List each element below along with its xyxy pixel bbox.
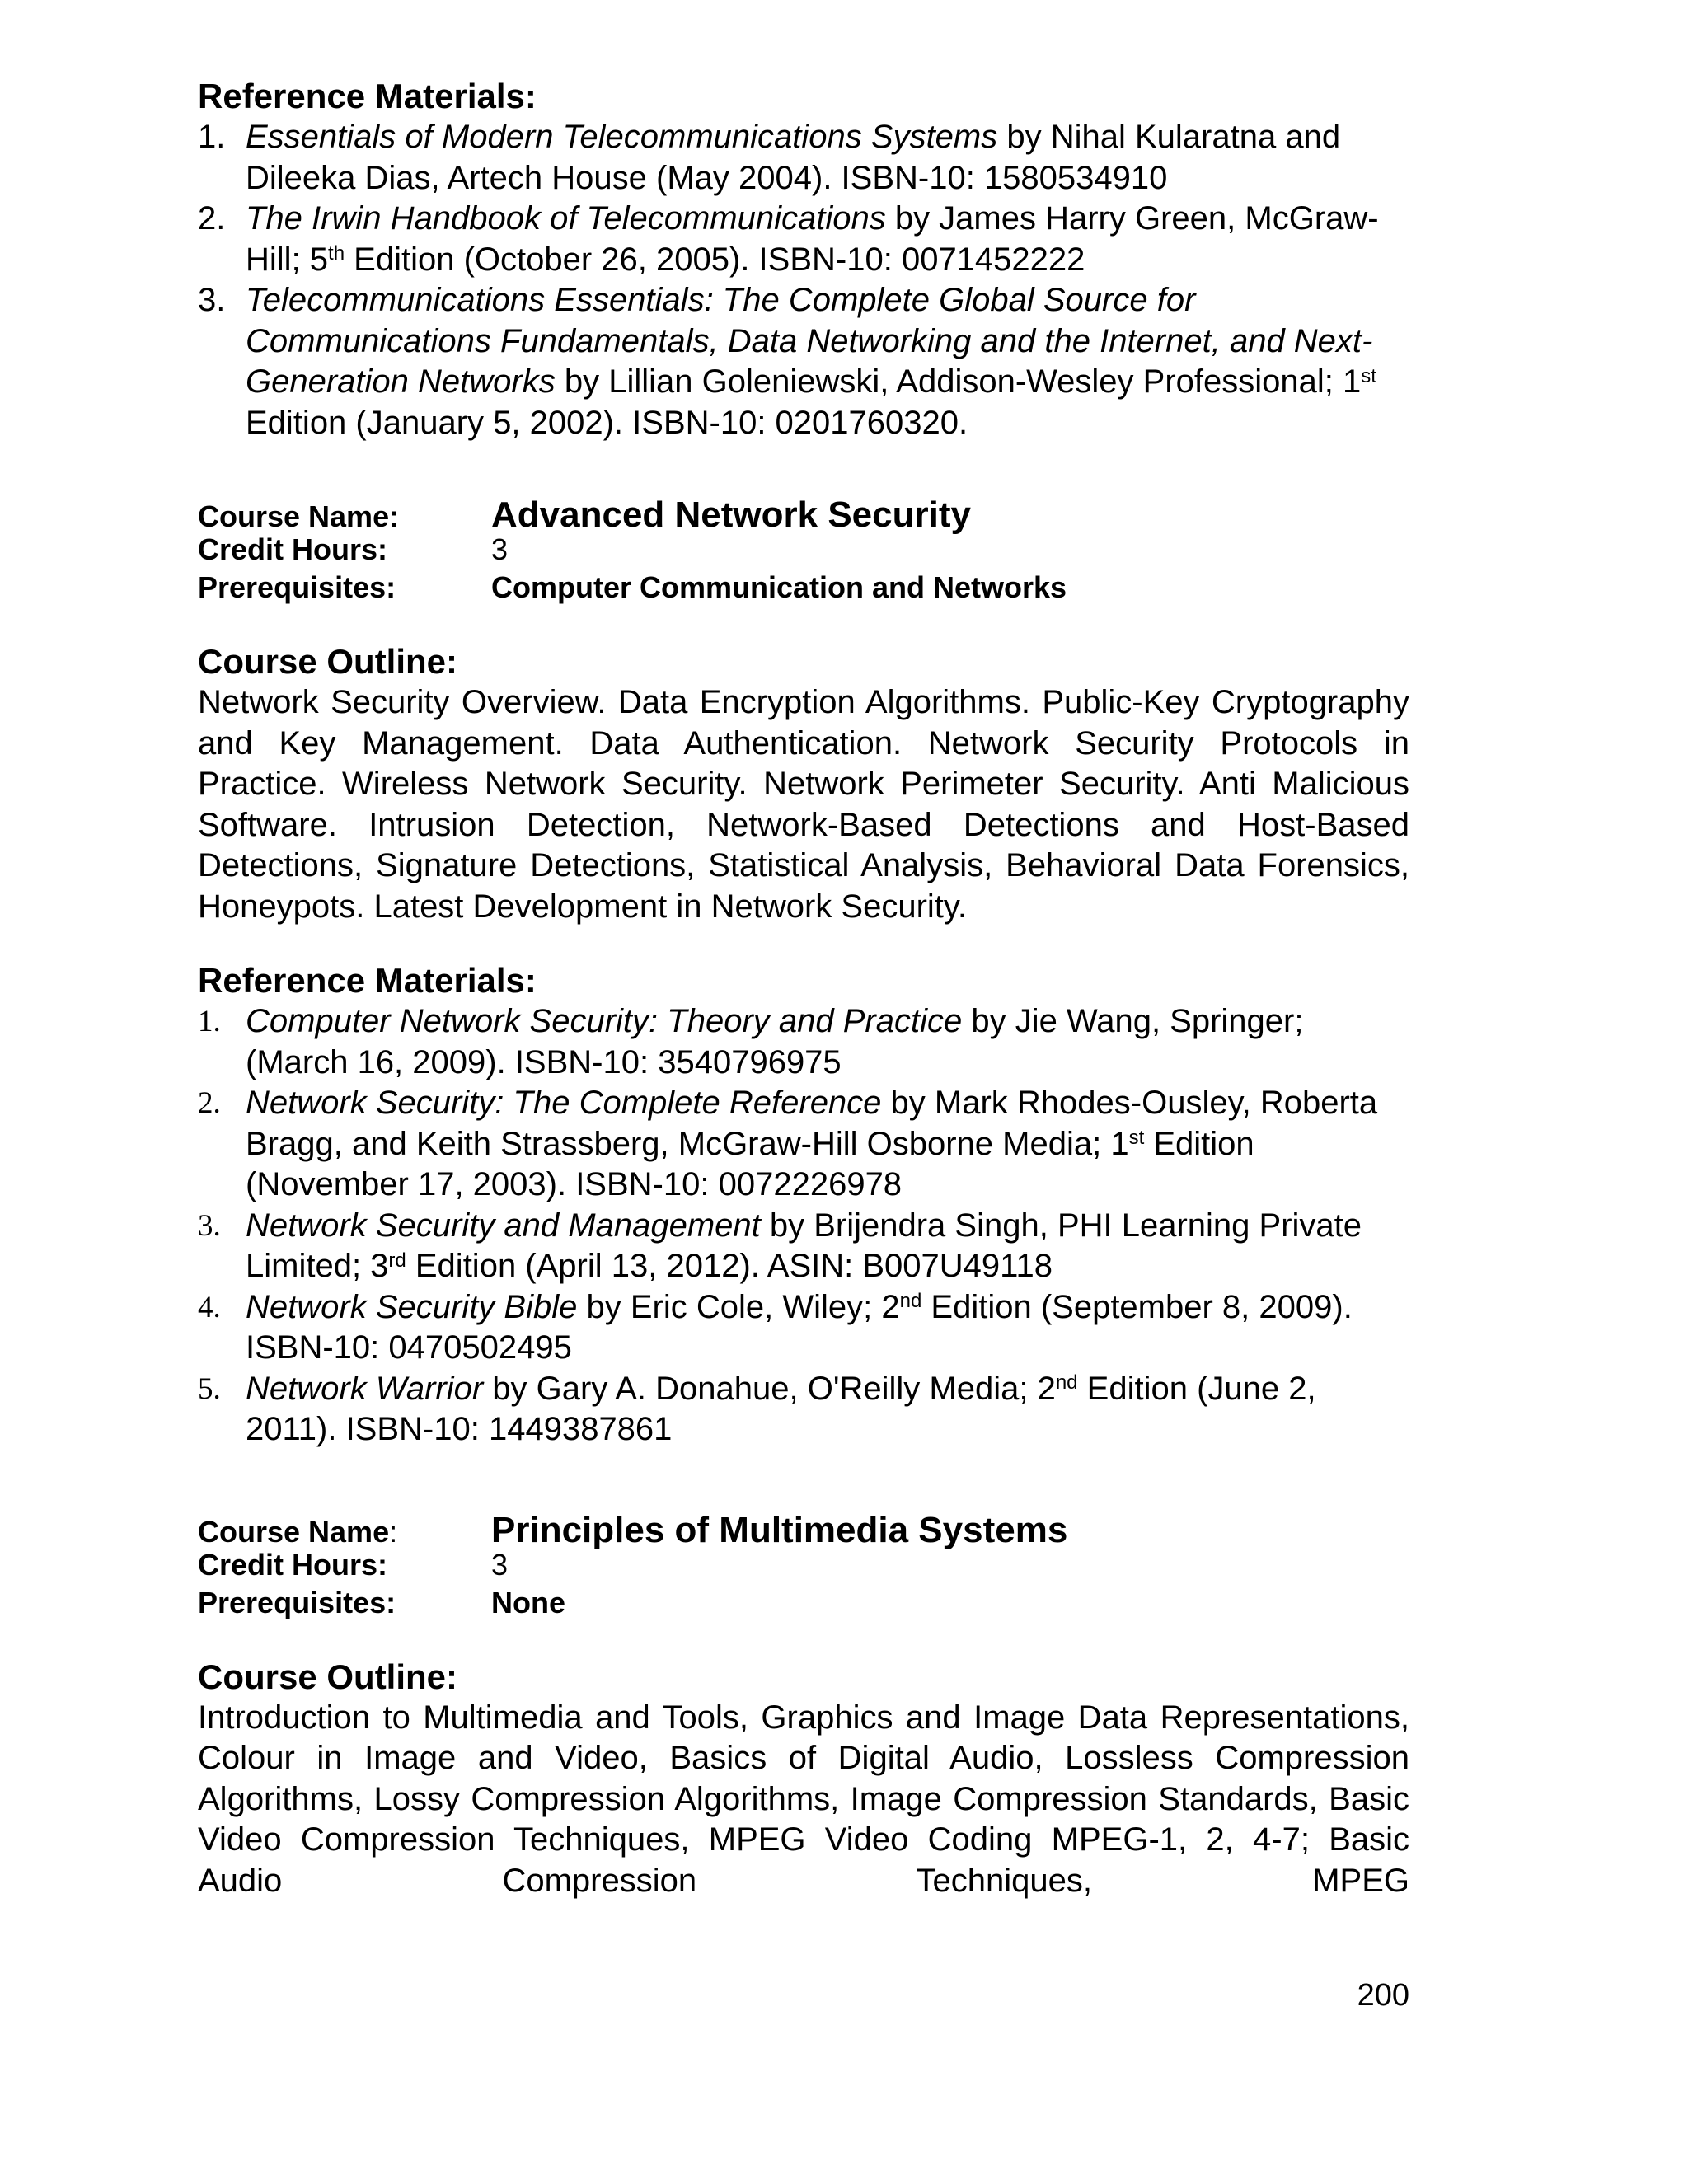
course-outline-heading: Course Outline:	[198, 642, 458, 681]
list-item: 4. Network Security Bible by Eric Cole, Wiley; 2nd Edition (September 8, 2009). ISBN-10: 0470502495	[198, 1288, 1353, 1366]
list-item: 2. The Irwin Handbook of Telecommunications by James Harry Green, McGraw-Hill; 5th Edition (October 26, 2005). ISBN-10: 0071452222	[198, 200, 1379, 278]
list-item: 3. Telecommunications Essentials: The Complete Global Source for Communications Fundamentals, Data Networking and the Internet, and Next-Generation Networks by Lillian Goleniewski, Addison-Wesley Professional; 1st Edition (January 5, 2002). ISBN-10: 0201760320.	[198, 282, 1376, 441]
prerequisites-row: Prerequisites: None	[198, 1585, 565, 1619]
course-outline-heading: Course Outline:	[198, 1657, 458, 1696]
list-item: 2. Network Security: The Complete Reference by Mark Rhodes-Ousley, Roberta Bragg, and Keith Strassberg, McGraw-Hill Osborne Media; 1st Edition (November 17, 2003). ISBN-10: 0072226978	[198, 1085, 1378, 1202]
reference-materials-heading: Reference Materials:	[198, 77, 537, 115]
credit-hours-row: Credit Hours: 3	[198, 532, 509, 566]
course-name-row: Course Name: Principles of Multimedia Systems	[198, 1509, 1068, 1550]
course-title: Advanced Network Security	[491, 494, 971, 535]
reference-list-2	[198, 1001, 1409, 1451]
credit-hours-row: Credit Hours: 3	[198, 1547, 509, 1582]
reference-materials-heading: Reference Materials:	[198, 961, 537, 1000]
prerequisites-row: Prerequisites: Computer Communication and Networks	[198, 570, 1067, 604]
course-title: Principles of Multimedia Systems	[491, 1509, 1068, 1550]
document-page	[198, 76, 1409, 1901]
course-block-multimedia	[198, 1510, 1409, 1624]
list-item: 1. Essentials of Modern Telecommunications Systems by Nihal Kularatna and Dileeka Dias, Artech House (May 2004). ISBN-10: 1580534910	[198, 119, 1341, 196]
course-block-network-security	[198, 494, 1409, 608]
course-name-row: Course Name: Advanced Network Security	[198, 494, 971, 535]
reference-list-1	[198, 117, 1409, 443]
list-item: 5. Network Warrior by Gary A. Donahue, O'Reilly Media; 2nd Edition (June 2, 2011). ISBN-10: 1449387861	[198, 1370, 1316, 1447]
list-item: 3. Network Security and Management by Brijendra Singh, PHI Learning Private Limited; 3rd Edition (April 13, 2012). ASIN: B007U49118	[198, 1207, 1362, 1284]
page-number: 200	[1357, 1978, 1409, 2013]
course-outline-text: Introduction to Multimedia and Tools, Graphics and Image Data Representations, Colour in Image and Video, Basics of Digital Audio, Lossless Compression Algorithms, Lossy Compression Algorithms, Image Compression Standards, Basic Video Compression Techniques, MPEG Video Coding MPEG-1, 2, 4-7; Basic Audio Compression Techniques, MPEG	[198, 1699, 1409, 1899]
list-item: 1. Computer Network Security: Theory and Practice by Jie Wang, Springer; (March 16, 2009). ISBN-10: 3540796975	[198, 1003, 1304, 1080]
course-outline-text: Network Security Overview. Data Encryption Algorithms. Public-Key Cryptography and Key Management. Data Authentication. Network Security Protocols in Practice. Wireless Network Security. Network Perimeter Security. Anti Malicious Software. Intrusion Detection, Network-Based Detections and Host-Based Detections, Signature Detections, Statistical Analysis, Behavioral Data Forensics, Honeypots. Latest Development in Network Security.	[198, 684, 1409, 925]
